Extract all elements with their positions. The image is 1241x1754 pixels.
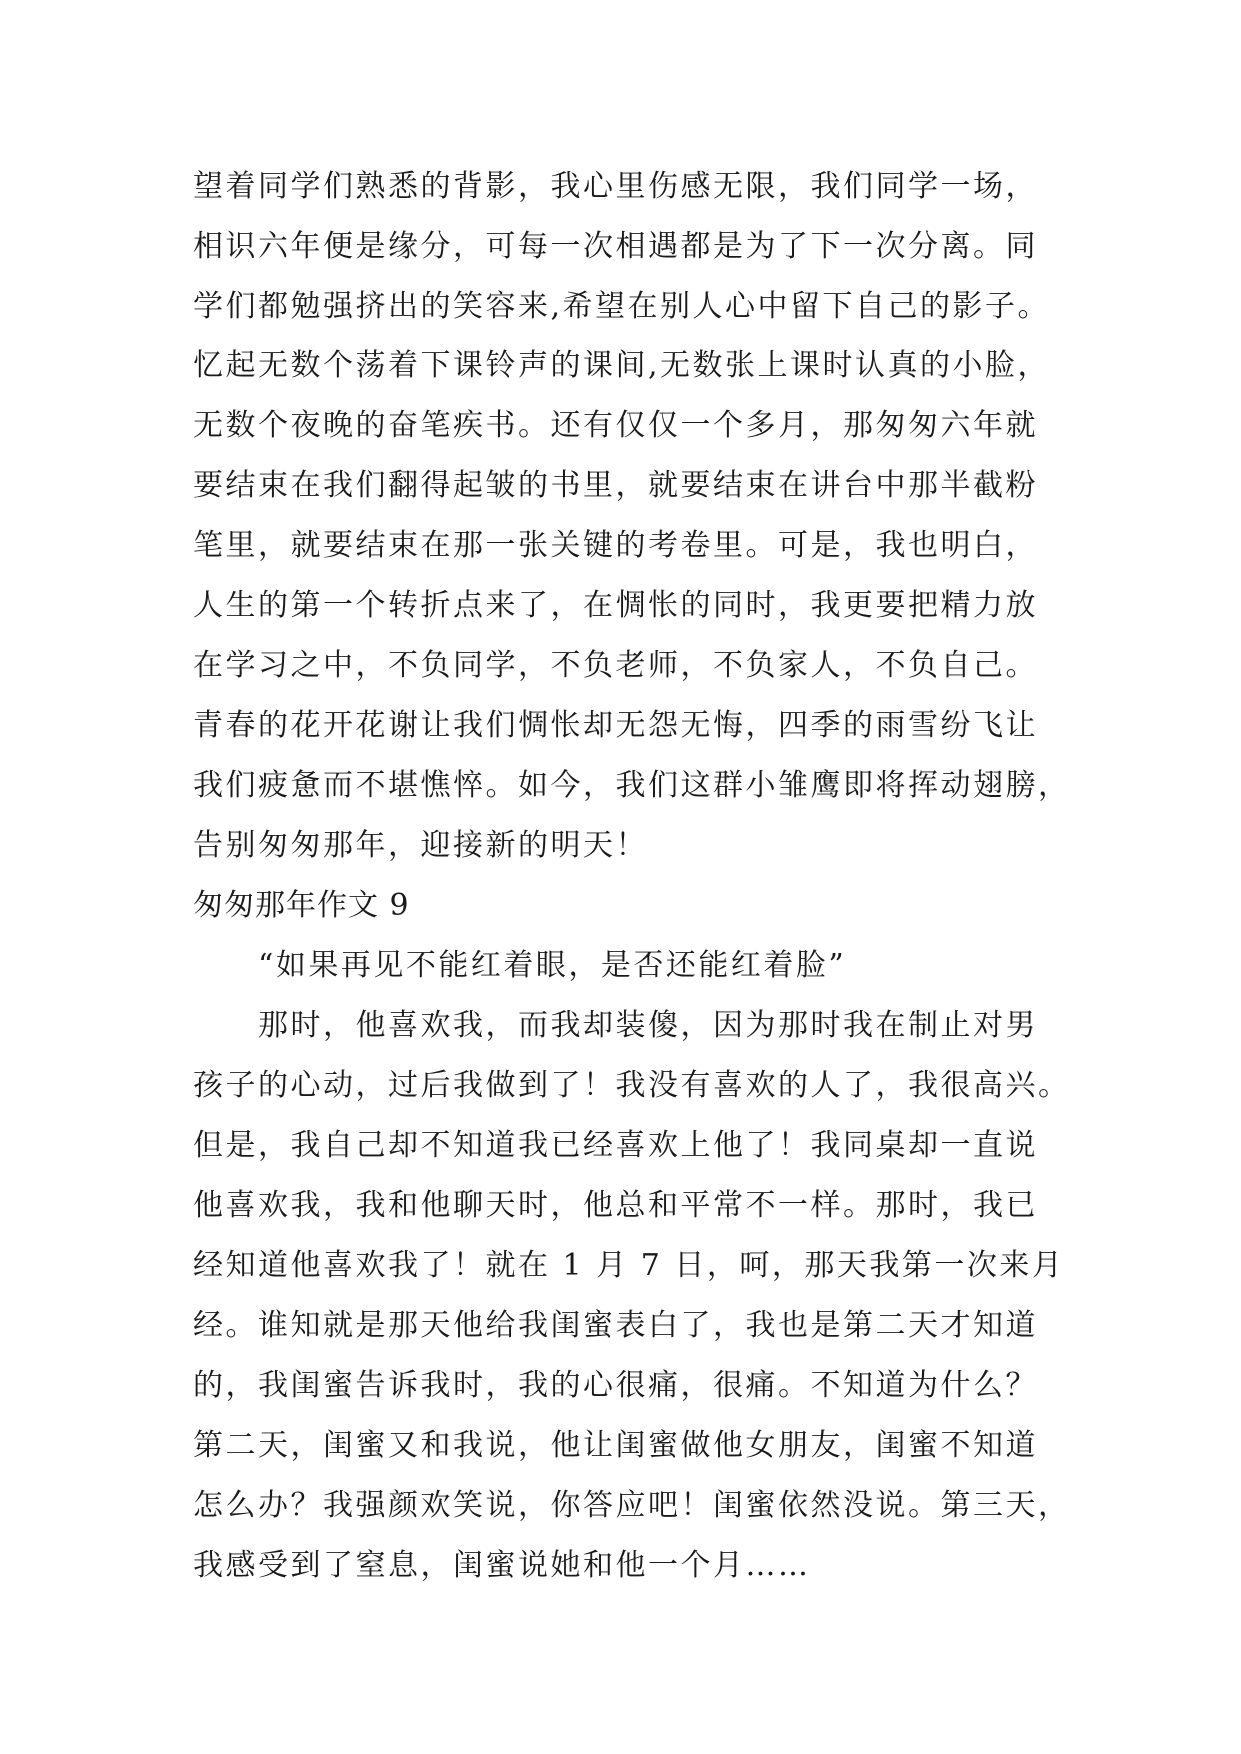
text-line: 笔里，就要结束在那一张关键的考卷里。可是，我也明白， xyxy=(193,528,1038,563)
text-line: 要结束在我们翻得起皱的书里，就要结束在讲台中那半截粉 xyxy=(193,468,1038,503)
text-line: 学们都勉强挤出的笑容来,希望在别人心中留下自己的影子。 xyxy=(193,289,1051,324)
text-line: 他喜欢我，我和他聊天时，他总和平常不一样。那时，我已 xyxy=(193,1188,1038,1223)
text-line: 无数个夜晚的奋笔疾书。还有仅仅一个多月，那匆匆六年就 xyxy=(193,408,1038,443)
text-line: 怎么办？我强颜欢笑说，你答应吧！闺蜜依然没说。第三天， xyxy=(193,1488,1071,1523)
text-line: 告别匆匆那年，迎接新的明天！ xyxy=(193,828,648,863)
text-line: 相识六年便是缘分，可每一次相遇都是为了下一次分离。同 xyxy=(193,229,1038,264)
text-line: 忆起无数个荡着下课铃声的课间,无数张上课时认真的小脸， xyxy=(193,348,1051,383)
text-line: 的，我闺蜜告诉我时，我的心很痛，很痛。不知道为什么？ xyxy=(193,1368,1038,1403)
text-line: 第二天，闺蜜又和我说，他让闺蜜做他女朋友，闺蜜不知道 xyxy=(193,1428,1038,1463)
quote-line: “如果再见不能红着眼，是否还能红着脸” xyxy=(258,948,847,983)
text-line: 经知道他喜欢我了！就在 1 月 7 日，呵，那天我第一次来月 xyxy=(193,1248,1065,1283)
text-line: 人生的第一个转折点来了，在惆怅的同时，我更要把精力放 xyxy=(193,588,1038,623)
text-line: 青春的花开花谢让我们惆怅却无怨无悔，四季的雨雪纷飞让 xyxy=(193,708,1038,743)
text-line: 经。谁知就是那天他给我闺蜜表白了，我也是第二天才知道 xyxy=(193,1308,1038,1343)
text-line: 但是，我自己却不知道我已经喜欢上他了！我同桌却一直说 xyxy=(193,1128,1038,1163)
text-line: 在学习之中，不负同学，不负老师，不负家人，不负自己。 xyxy=(193,648,1038,683)
text-line: 我们疲惫而不堪憔悴。如今，我们这群小雏鹰即将挥动翅膀， xyxy=(193,768,1071,803)
section-heading: 匆匆那年作文 9 xyxy=(193,888,410,923)
text-line: 望着同学们熟悉的背影，我心里伤感无限，我们同学一场， xyxy=(193,169,1038,204)
paragraph-first-line: 那时，他喜欢我，而我却装傻，因为那时我在制止对男 xyxy=(258,1008,1038,1043)
text-line: 我感受到了窒息，闺蜜说她和他一个月…… xyxy=(193,1548,811,1583)
text-line: 孩子的心动，过后我做到了！我没有喜欢的人了，我很高兴。 xyxy=(193,1068,1071,1103)
